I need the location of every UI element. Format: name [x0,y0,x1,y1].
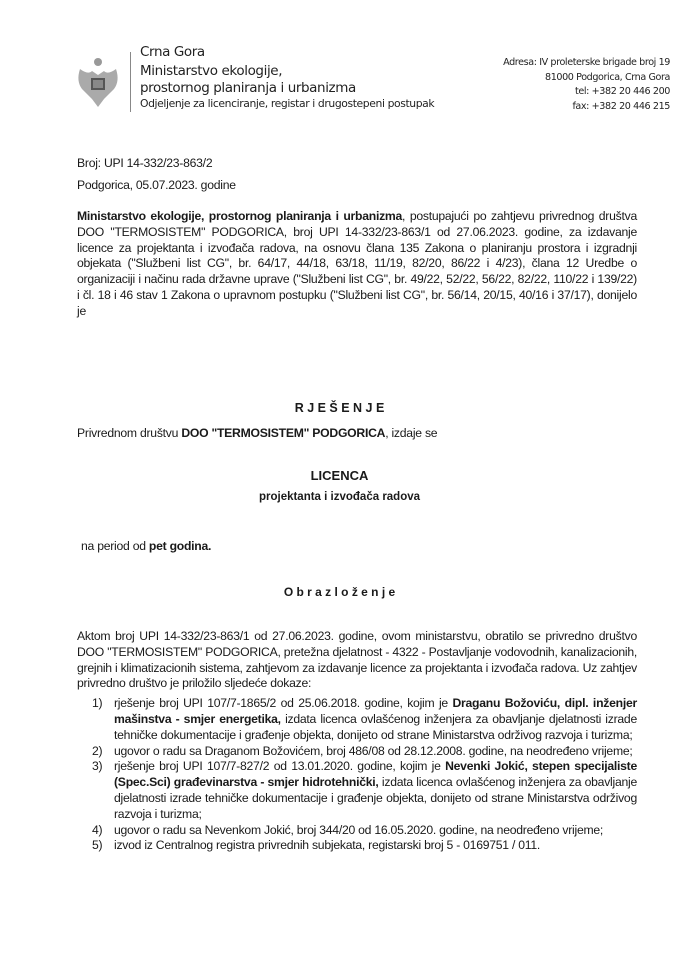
item-bold: Draganu Božoviću, dipl. inženjer mašinstva - smjer energetika, [114,696,637,726]
decision-line-pre: Privrednom društvu [77,426,182,440]
item-number: 3) [92,759,103,774]
list-item [77,823,637,839]
item-text: ugovor o radu sa Nevenkom Jokić, broj 344/20 od 16.05.2020. godine, na neodređeno vrijeme; [114,822,604,837]
period-pre: na period od [81,539,149,553]
ministry-name-2: prostornog planiranja i urbanizma [140,80,356,96]
item-text: rješenje broj UPI 107/7-827/2 od 13.01.2020. godine, kojim je [114,759,446,774]
decision-title: R J E Š E N J E [294,401,385,415]
header-divider [130,52,131,112]
company-name: DOO "TERMOSISTEM" PODGORICA [181,426,386,440]
address: Adresa: IV proleterske brigade broj 19 [503,57,670,68]
fax: fax: +382 20 446 215 [572,100,670,112]
list-item [77,838,637,854]
intro-ministry: Ministarstvo ekologije, prostornog planiranja i urbanizma [77,209,403,223]
country-name: Crna Gora [140,44,205,60]
document-number: Broj: UPI 14-332/23-863/2 [77,156,213,170]
item-number: 2) [92,743,103,758]
item-text-post: izdata licenca ovlašćenog inženjera za obavljanje djelatnosti izrade tehničke dokumentacije i građenje objekta, donijeto od strane Ministarstva održivog razvoja i turizma; [114,775,637,821]
evidence-list [77,696,637,854]
item-text: ugovor o radu sa Draganom Božovićem, broj 486/08 od 28.12.2008. godine, na neodređeno vrijeme; [114,743,633,758]
intro-text: , postupajući po zahtjevu privrednog društva DOO "TERMOSISTEM" PODGORICA, broj UPI 14-332/23-863/1 od 27.06.2023. godine, za izdavanje licence za projektanta i izvođača radova, na osnovu člana 135 Zakona o planiranju prostora i izgradnji objekata ("Službeni list CG", br. 64/17, 44/18, 63/18, 11/19, 82/20, 86/22 i 4/23), člana 12 Uredbe o organizaciji i načinu rada državne uprave ("Službeni list CG", br. 49/22, 52/22, 56/22, 82/22, 110/22 i 139/22) i čl. 18 i 46 stav 1 Zakona o upravnom postupku ("Službeni list CG", br. 56/14, 20/15, 40/16 i 37/17), donijelo je [77,209,637,318]
period-value: pet godina. [148,539,212,553]
place-date: Podgorica, 05.07.2023. godine [77,178,236,192]
list-item [77,744,637,760]
item-text: izvod iz Centralnog registra privrednih subjekata, registarski broj 5 - 0169751 / 011. [114,838,541,853]
item-text-post: izdata licenca ovlašćenog inženjera za obavljanje djelatnosti izrade tehničke dokumentacije i građenje objekta, donijeto od strane Ministarstva održivog razvoja i turizma; [114,711,637,742]
city: 81000 Podgorica, Crna Gora [544,71,670,83]
reasoning-title: O b r a z l o ž e n j e [283,585,396,599]
coat-of-arms-icon [74,55,122,111]
item-text: rješenje broj UPI 107/7-1865/2 od 25.06.2018. godine, kojim je [114,696,453,711]
decision-line-post: , izdaje se [385,426,438,440]
list-item [77,759,637,822]
intro-paragraph [77,209,637,320]
item-number: 1) [92,696,103,711]
item-number: 5) [92,838,103,853]
item-bold: Nevenki Jokić, stepen specijaliste (Spec.Sci) građevinarstva - smjer hidrotehnički, [114,759,638,790]
decision-line [77,426,437,442]
ministry-name: Ministarstvo ekologije, [140,63,283,79]
licence-title: LICENCA [310,468,369,483]
licence-subtitle: projektanta i izvođača radova [258,491,421,503]
item-number: 4) [92,822,103,837]
department-name: Odjeljenje za licenciranje, registar i drugostepeni postupak [140,97,435,110]
list-item [77,696,637,743]
reasoning-paragraph: Aktom broj UPI 14-332/23-863/1 od 27.06.2023. godine, ovom ministarstvu, obratilo se privredno društvo DOO "TERMOSISTEM" PODGORICA, pretežna djelatnost - 4322 - Postavljanje vodovodnih, kanalizacionih, grejnih i klimatizacionih sistema, zahtjevom za izdavanje licence za projektanta i izvođača radova. Uz zahtjev privredno društvo je priložilo sljedeće dokaze: [77,629,637,691]
licence-period [81,539,211,555]
phone: tel: +382 20 446 200 [575,86,670,97]
